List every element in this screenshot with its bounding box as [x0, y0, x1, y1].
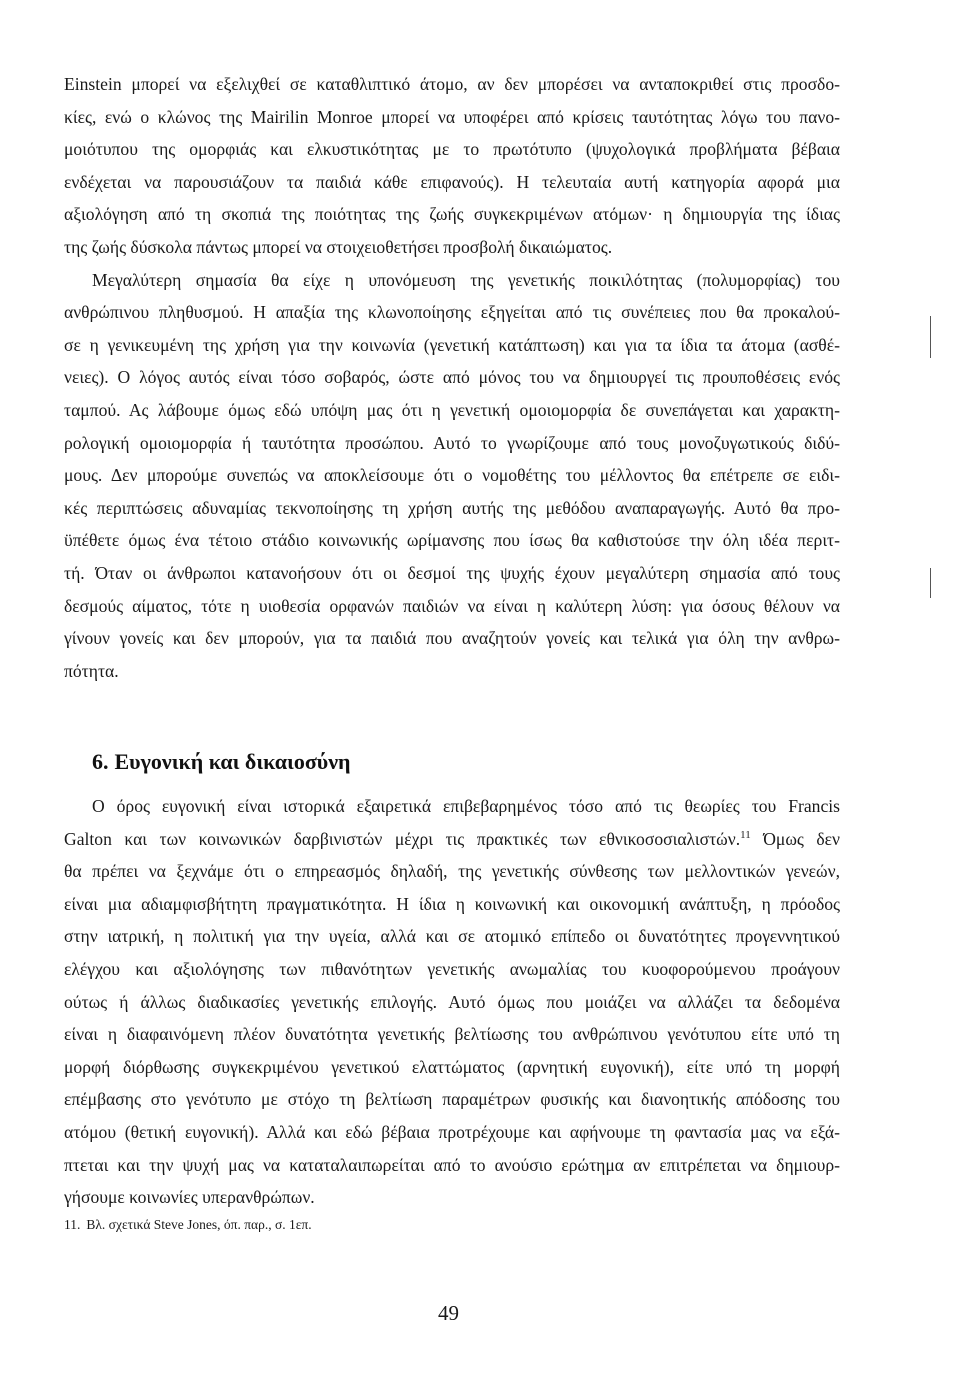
text-line: θα πρέπει να ξεχνάμε ότι ο επηρεασμός δηλαδή, της γενετικής σύνθεσης των μελλοντικών γενεών, — [64, 861, 840, 882]
text-line: της ζωής δύσκολα πάντως μπορεί να στοιχειοθετήσει προσβολή δικαιώματος. — [64, 236, 613, 257]
text-line: ανθρώπινου πληθυσμού. Η απαξία της κλωνοποίησης εξηγείται από τις συνέπειες που θα προκαλού- — [64, 302, 840, 323]
margin-mark — [930, 316, 931, 358]
page-number: 49 — [438, 1301, 459, 1325]
text-line: αξιολόγηση από τη σκοπιά της ποιότητας της ζωής συγκεκριμένων ατόμων· η δημιουργία της ίδιας — [64, 204, 840, 225]
footnote-reference[interactable]: 11 — [740, 828, 751, 841]
footnote-number: 11. — [64, 1217, 81, 1232]
paragraph-2 — [64, 264, 840, 688]
text-line: ενδέχεται να παρουσιάζουν τα παιδιά κάθε επιφανούς). Η τελευταία αυτή κατηγορία αφορά μια — [64, 171, 840, 192]
text-line: γήσουμε κοινωνίες υπερανθρώπων. — [64, 1187, 315, 1208]
text-segment: Galton και των κοινωνικών δαρβινιστών μέχρι τις πρακτικές των εθνικοσοσιαλιστών. — [64, 828, 741, 849]
paragraph-3 — [64, 790, 840, 1214]
text-line: Einstein μπορεί να εξελιχθεί σε καταθλιπτικό άτομο, αν δεν μπορέσει να ανταποκριθεί στις προσδο- — [64, 74, 840, 94]
text-line: κές περιπτώσεις αδυναμίας τεκνοποίησης τη χρήση αυτής της μεθόδου αναπαραγωγής. Αυτό θα προ- — [64, 497, 840, 518]
text-line: ελέγχου και αξιολόγησης των πιθανότητων γενετικής ανωμαλίας του κυοφορούμενου προάγουν — [64, 958, 840, 979]
margin-mark — [930, 568, 931, 598]
text-line: ούτως ή άλλως διαδικασίες γενετικής επιλογής. Αυτό όμως που μοιάζει να αλλάζει τα δεδομένα — [64, 991, 840, 1012]
text-line: ρολογική ομοιομορφία ή ταυτότητα προσώπου. Αυτό το γνωρίζουμε από τους μονοζυγωτικούς διδύ- — [64, 432, 840, 453]
text-segment: Όμως δεν — [750, 828, 840, 849]
text-line: σε η γενικευμένη της χρήση για την κοινωνία (γενετική κατάπτωση) και για τα ίδια τα άτομα (ασθέ- — [64, 334, 840, 355]
section-number: 6. — [92, 749, 109, 774]
text-line: στην ιατρική, η πολιτική για την υγεία, αλλά και σε ατομικό επίπεδο οι δυνατότητες προγεννητικού — [64, 926, 840, 947]
text-line-with-footnote-ref — [64, 823, 840, 856]
footnote-text: Βλ. σχετικά Steve Jones, όπ. παρ., σ. 1επ. — [86, 1217, 312, 1232]
text-line: νειες). Ο λόγος αυτός είναι τόσο σοβαρός, ώστε από μόνος του να δημιουργεί τις προυποθέσεις ενός — [64, 367, 840, 388]
text-line: δεσμούς αίματος, τότε η υιοθεσία ορφανών παιδιών να είναι η καλύτερη λύση: για όσους θέλουν να — [64, 595, 840, 616]
text-line: ϋπέθετε όμως ένα τέτοιο στάδιο κοινωνικής ωρίμανσης που ίσως θα καθιστούσε την όλη ιδέα περιτ- — [64, 530, 840, 551]
paragraph-1 — [64, 68, 840, 687]
text-line: είναι η διαφαινόμενη πλέον δυνατότητα γενετικής βελτίωσης του ανθρώπινου γενότυπου είτε υπό τη — [64, 1024, 840, 1045]
text-line: μους. Δεν μπορούμε συνεπώς να αποκλείσουμε ότι ο νομοθέτης του μέλλοντος θα επέτρεπε σε ειδι- — [64, 465, 840, 486]
text-line: μορφή διόρθωσης συγκεκριμένου γενετικού ελαττώματος (αρνητική ευγονική), είτε υπό τη μορφή — [64, 1056, 840, 1077]
text-line: τή. Όταν οι άνθρωποι κατανοήσουν ότι οι δεσμοί της ψυχής έχουν μεγαλύτερη σημασία από τους — [64, 562, 840, 583]
text-line: Ο όρος ευγονική είναι ιστορικά εξαιρετικά επιβεβαρημένος τόσο από τις θεωρίες του Francis — [92, 796, 840, 816]
section-title: Ευγονική και δικαιοσύνη — [114, 749, 351, 774]
section-heading — [92, 748, 351, 776]
text-line: Μεγαλύτερη σημασία θα είχε η υπονόμευση της γενετικής ποικιλότητας (πολυμορφίας) του — [92, 269, 840, 290]
footnote — [64, 1216, 312, 1234]
text-line: κίες, ενώ ο κλώνος της Mairilin Monroe μπορεί να υποφέρει από κρίσεις ταυτότητας λόγω του πανο- — [64, 106, 840, 127]
text-line: είναι μια αδιαμφισβήτητη πραγματικότητα. Η ίδια η κοινωνική και οικονομική ανάπτυξη, η πρόοδος — [64, 893, 840, 914]
text-line: γίνουν γονείς και δεν μπορούν, για τα παιδιά που αναζητούν γονείς και τελικά για όλη την ανθρω- — [64, 628, 840, 649]
text-line: επέμβασης στο γενότυπο με στόχο τη βελτίωση παραμέτρων φυσικής και διανοητικής απόδοσης του — [64, 1089, 840, 1110]
text-line: ταμπού. Ας λάβουμε όμως εδώ υπόψη μας ότι η γενετική ομοιομορφία δε συνεπάγεται και χαρακτη- — [64, 399, 840, 420]
text-line: πτεται και την ψυχή μας να καταταλαιπωρείται από το ανούσιο ερώτημα αν επιτρέπεται να δημιουρ- — [64, 1154, 840, 1175]
text-line: ατόμου (θετική ευγονική). Αλλά και εδώ βέβαια προτρέχουμε και αφήνουμε τη φαντασία μας να εξά- — [64, 1121, 840, 1142]
text-line: πότητα. — [64, 660, 119, 681]
text-line: μοιότυπου της ομορφιάς και ελκυστικότητας με το πρωτότυπο (ψυχολογικά προβλήματα βέβαια — [64, 139, 840, 160]
